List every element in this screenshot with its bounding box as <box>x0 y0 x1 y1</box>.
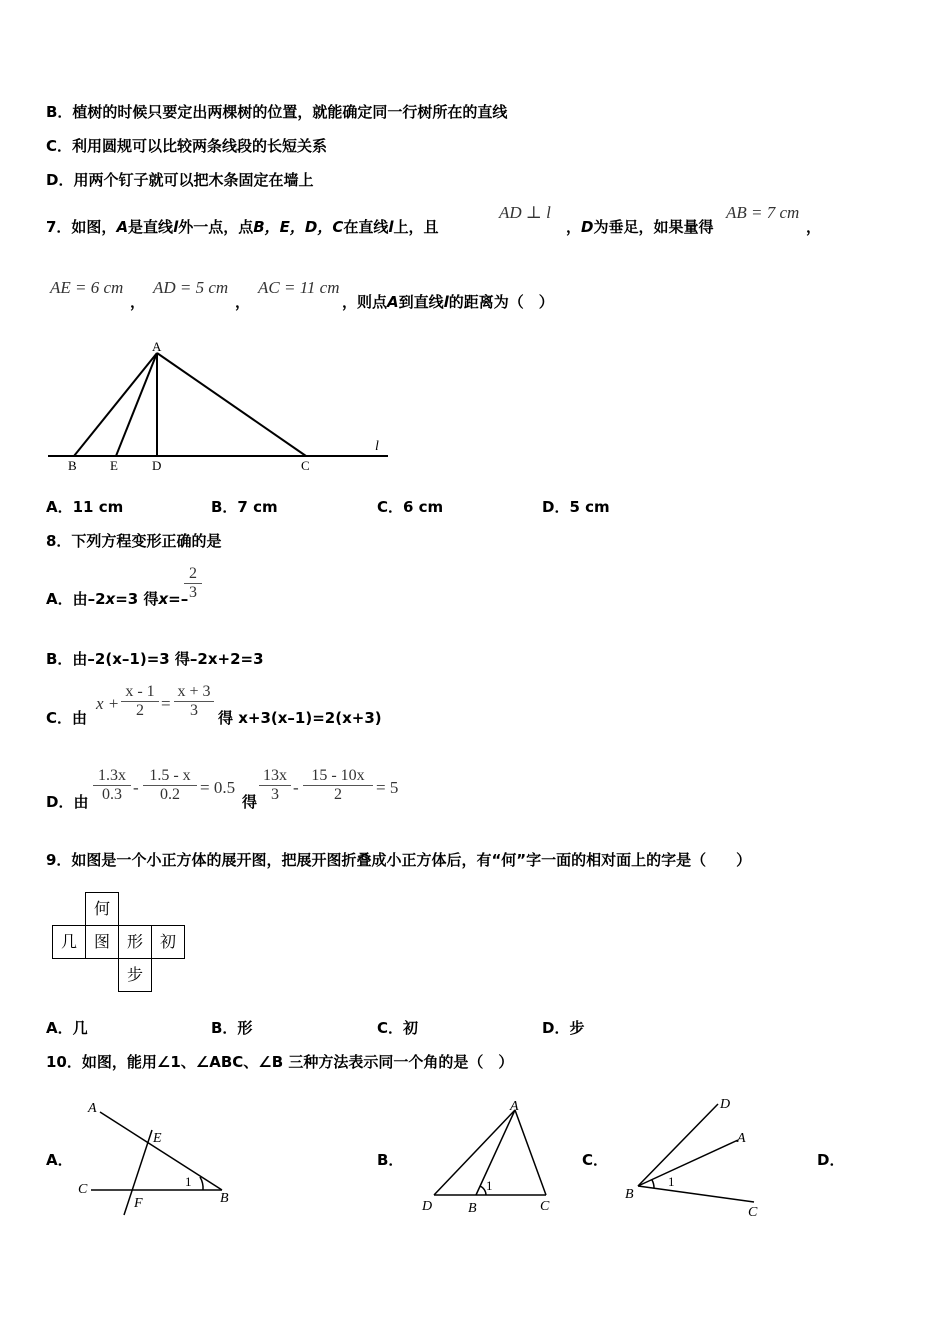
label-d: D <box>152 458 162 473</box>
net-cell-tu: 图 <box>85 925 119 959</box>
q8-option-c-post: 得 x+3(x–1)=2(x+3) <box>218 709 382 727</box>
q7-ad-expr: AD = 5 cm <box>153 278 229 297</box>
q10-option-d: D． <box>817 1151 845 1169</box>
fig-b-label-c: C <box>540 1199 550 1214</box>
net-cell-bu: 步 <box>118 958 152 992</box>
q8-c-eq: = <box>161 694 171 713</box>
q8-d-frac2: $\frac{1.5 - x}{0.2}$ <box>143 767 197 804</box>
fig-a-label-b: B <box>220 1191 229 1206</box>
q8-option-b: B．由–2(x–1)=3 得–2x+2=3 <box>46 650 264 668</box>
net-cell-he: 何 <box>85 892 119 926</box>
label-c: C <box>301 458 310 473</box>
q7-ab-expr: AB = 7 cm <box>726 203 800 222</box>
q7-option-a: A．11 cm <box>46 498 124 516</box>
q8-d-minus2: - <box>293 778 299 797</box>
fig-b-label-1: 1 <box>486 1178 493 1193</box>
net-cell-xing: 形 <box>118 925 152 959</box>
q6-option-d: D．用两个钉子就可以把木条固定在墙上 <box>46 171 314 189</box>
q8-d-frac1: $\frac{1.3x}{0.3}$ <box>93 767 131 804</box>
fig-a-label-a: A <box>88 1101 97 1116</box>
fig-b-label-a: A <box>510 1099 519 1114</box>
fig-c-label-d: D <box>720 1097 731 1112</box>
fig-c-label-c: C <box>748 1205 758 1220</box>
label-e: E <box>110 458 118 473</box>
q7-stem-line1: 7．如图，A是直线l外一点，点B，E，D，C在直线l上，且 <box>46 218 439 236</box>
q9-option-b: B．形 <box>211 1019 253 1037</box>
fig-c-label-1: 1 <box>668 1174 675 1189</box>
q8-a-fraction: $\frac{2}{3}$ <box>184 565 202 602</box>
net-cell-ji: 几 <box>52 925 86 959</box>
q10-figure-c <box>638 1104 754 1202</box>
q7-option-c: C．6 cm <box>377 498 444 516</box>
q10-option-a: A． <box>46 1151 73 1169</box>
fig-c-label-a: A <box>737 1131 746 1146</box>
q7-ac-expr: AC = 11 cm <box>258 278 340 297</box>
net-cell-chu: 初 <box>151 925 185 959</box>
fig-a-label-c: C <box>78 1182 88 1197</box>
q8-d-de: 得 <box>242 793 258 811</box>
fig-b-label-b: B <box>468 1201 477 1216</box>
q9-option-c: C．初 <box>377 1019 419 1037</box>
label-b: B <box>68 458 77 473</box>
fig-a-label-1: 1 <box>185 1174 192 1189</box>
q8-d-eq2: = 5 <box>376 778 399 797</box>
q8-option-c-pre: C．由 <box>46 709 88 727</box>
fig-b-label-d: D <box>422 1199 433 1214</box>
q7-perp-expr: AD ⊥ l <box>499 203 551 222</box>
q9-option-d: D．步 <box>542 1019 585 1037</box>
q8-c-frac2: $\frac{x + 3}{3}$ <box>174 683 214 720</box>
label-l: l <box>375 439 379 454</box>
q7-option-d: D．5 cm <box>542 498 610 516</box>
q8-c-x: x + <box>96 694 120 713</box>
q8-c-frac1: $\frac{x - 1}{2}$ <box>121 683 159 720</box>
q8-d-frac4: $\frac{15 - 10x}{2}$ <box>303 767 373 804</box>
q10-figure-a <box>91 1112 222 1215</box>
q8-option-d-pre: D．由 <box>46 793 89 811</box>
q7-option-b: B．7 cm <box>211 498 278 516</box>
q7-comma-3: ， <box>235 293 251 311</box>
label-a: A <box>152 339 162 354</box>
fig-a-label-e: E <box>153 1131 162 1146</box>
q8-option-a: A．由–2x=3 得x=– <box>46 590 189 608</box>
q9-stem: 9．如图是一个小正方体的展开图，把展开图折叠成小正方体后，有“何”字一面的相对面上的字是（ ） <box>46 851 752 869</box>
q7-comma: ， <box>806 218 822 236</box>
fig-a-label-f: F <box>134 1196 143 1211</box>
q10-stem: 10．如图，能用∠1、∠ABC、∠B 三种方法表示同一个角的是（ ） <box>46 1053 514 1071</box>
q10-option-c: C． <box>582 1151 609 1169</box>
fig-c-label-b: B <box>625 1187 634 1202</box>
q9-option-a: A．几 <box>46 1019 88 1037</box>
q7-comma-2: ， <box>130 293 146 311</box>
q8-d-minus1: - <box>133 778 139 797</box>
q7-ae-expr: AE = 6 cm <box>50 278 124 297</box>
q7-stem-line2: ，则点A到直线l的距离为（ ） <box>342 293 554 311</box>
q10-option-b: B． <box>377 1151 404 1169</box>
q8-d-eq1: = 0.5 <box>200 778 236 797</box>
q7-stem-line1b: ，D为垂足，如果量得 <box>566 218 714 236</box>
q8-d-frac3: $\frac{13x}{3}$ <box>259 767 291 804</box>
q6-option-b: B．植树的时候只要定出两棵树的位置，就能确定同一行树所在的直线 <box>46 103 508 121</box>
q6-option-c: C．利用圆规可以比较两条线段的长短关系 <box>46 137 328 155</box>
q8-stem: 8．下列方程变形正确的是 <box>46 532 222 550</box>
